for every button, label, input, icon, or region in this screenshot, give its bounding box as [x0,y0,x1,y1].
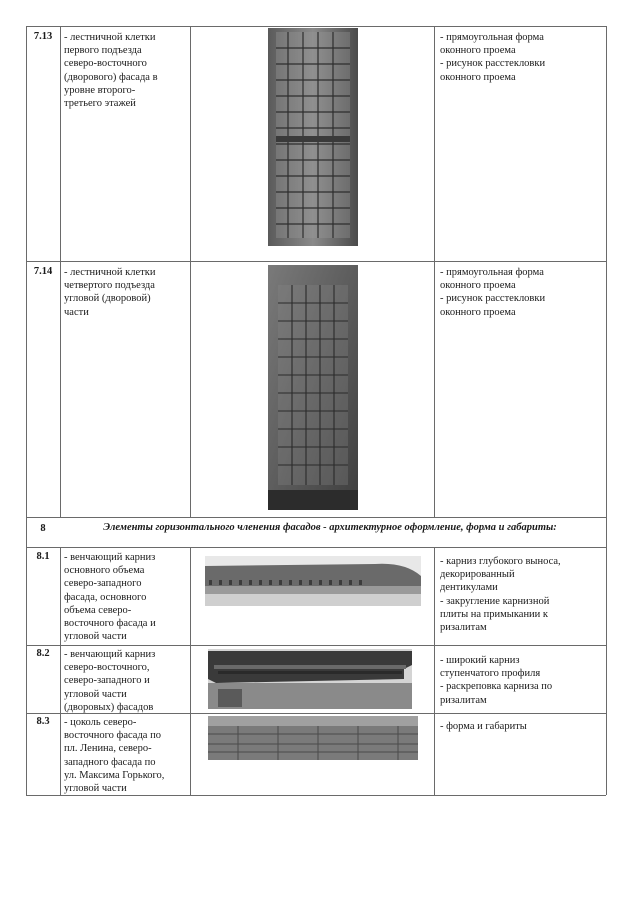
col-divider [60,547,61,795]
col-divider [60,26,61,517]
col-divider [434,26,435,517]
section-number: 8 [40,523,46,534]
row-number: 8.3 [36,716,50,727]
object-description: - лестничной клетки четвертого подъезда угловой (дворовой) части [64,267,156,318]
row-divider [26,261,606,262]
object-description: - венчающий карниз северо-восточного, северо-западного и угловой части (дворовых) фасадов [64,649,156,713]
protected-features: - прямоугольная форма оконного проема - рисунок расстекловки оконного проема [440,32,546,83]
table-border-right [606,26,607,795]
row-number: 8.1 [36,551,50,562]
object-description: - цоколь северо- восточного фасада по пл. Ленина, северо- западного фасада по ул. Максима Горького, угловой части [64,717,165,795]
plinth-photo [208,716,418,760]
row-divider [26,547,606,548]
row-number: 8.2 [36,648,50,659]
staircase-window-photo [268,265,358,510]
protected-features: - широкий карниз ступенчатого профиля - раскреповка карниза по ризалитам [440,655,553,706]
stepped-cornice-photo [208,649,412,709]
col-divider [190,26,191,517]
cornice-photo [205,556,421,606]
row-number: 7.13 [33,31,53,42]
object-description: - лестничной клетки первого подъезда северо-восточного (дворового) фасада в уровне второго- третьего этажей [64,32,158,110]
table-border-left [26,26,27,795]
section-title: Элементы горизонтального членения фасадов - архитектурное оформление, форма и габариты: [103,522,557,533]
staircase-window-photo [268,28,358,246]
protected-features: - форма и габариты [440,721,527,732]
row-divider [26,645,606,646]
col-divider [190,547,191,795]
protected-features: - карниз глубокого выноса, декорированный дентикулами - закругление карнизной плиты на примыкании к ризалитам [440,556,561,634]
protected-features: - прямоугольная форма оконного проема - рисунок расстекловки оконного проема [440,267,546,318]
col-divider [434,547,435,795]
row-divider [26,517,606,518]
row-number: 7.14 [33,266,53,277]
object-description: - венчающий карниз основного объема северо-западного фасада, основного объема северо- восточного фасада и угловой части [64,552,156,643]
table-border-top [26,26,606,27]
